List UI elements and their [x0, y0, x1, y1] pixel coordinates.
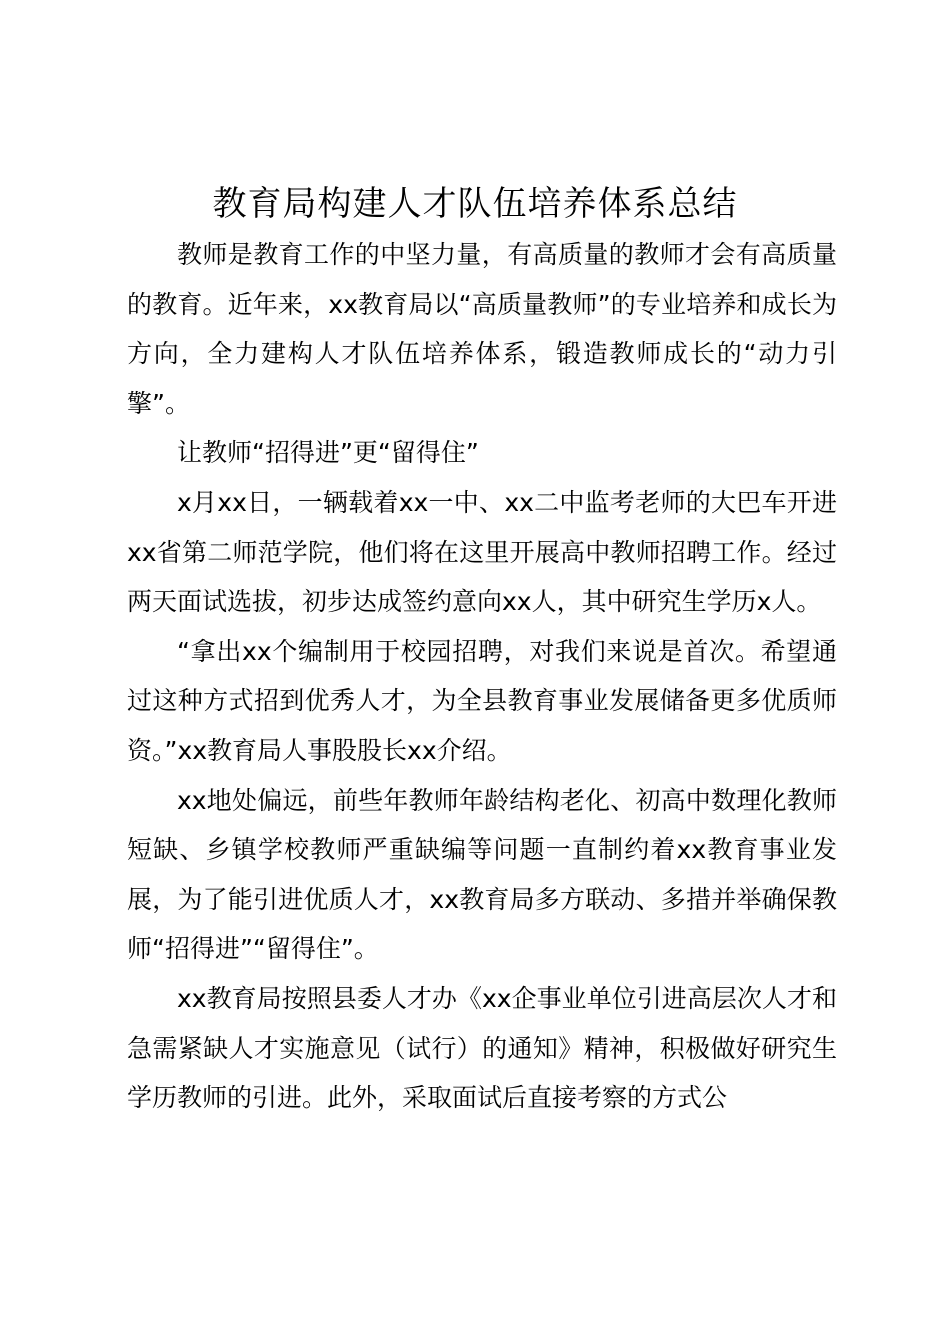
document-body	[127, 230, 837, 1123]
paragraph-policy: xx教育局按照县委人才办《xx企事业单位引进高层次人才和急需紧缺人才实施意见（试行）的通知》精神，积极做好研究生学历教师的引进。此外，采取面试后直接考察的方式公	[127, 983, 837, 1113]
paragraph-intro: 教师是教育工作的中坚力量，有高质量的教师才会有高质量的教育。近年来，xx教育局以“高质量教师”的专业培养和成长为方向，全力建构人才队伍培养体系，锻造教师成长的“动力引擎”。	[127, 240, 837, 418]
document-title: 教育局构建人才队伍培养体系总结	[212, 184, 738, 224]
paragraph-recruitment: x月xx日，一辆载着xx一中、xx二中监考老师的大巴车开进xx省第二师范学院，他们将在这里开展高中教师招聘工作。经过两天面试选拔，初步达成签约意向xx人，其中研究生学历x人。	[127, 487, 837, 617]
paragraph-background: xx地处偏远，前些年教师年龄结构老化、初高中数理化教师短缺、乡镇学校教师严重缺编等问题一直制约着xx教育事业发展，为了能引进优质人才，xx教育局多方联动、多措并举确保教师“招得进”“留得住”。	[127, 785, 837, 964]
section-heading: 让教师“招得进”更“留得住”	[177, 438, 479, 468]
paragraph-quote: “拿出xx个编制用于校园招聘，对我们来说是首次。希望通过这种方式招到优秀人才，为全县教育事业发展储备更多优质师资。”xx教育局人事股股长xx介绍。	[127, 636, 837, 765]
